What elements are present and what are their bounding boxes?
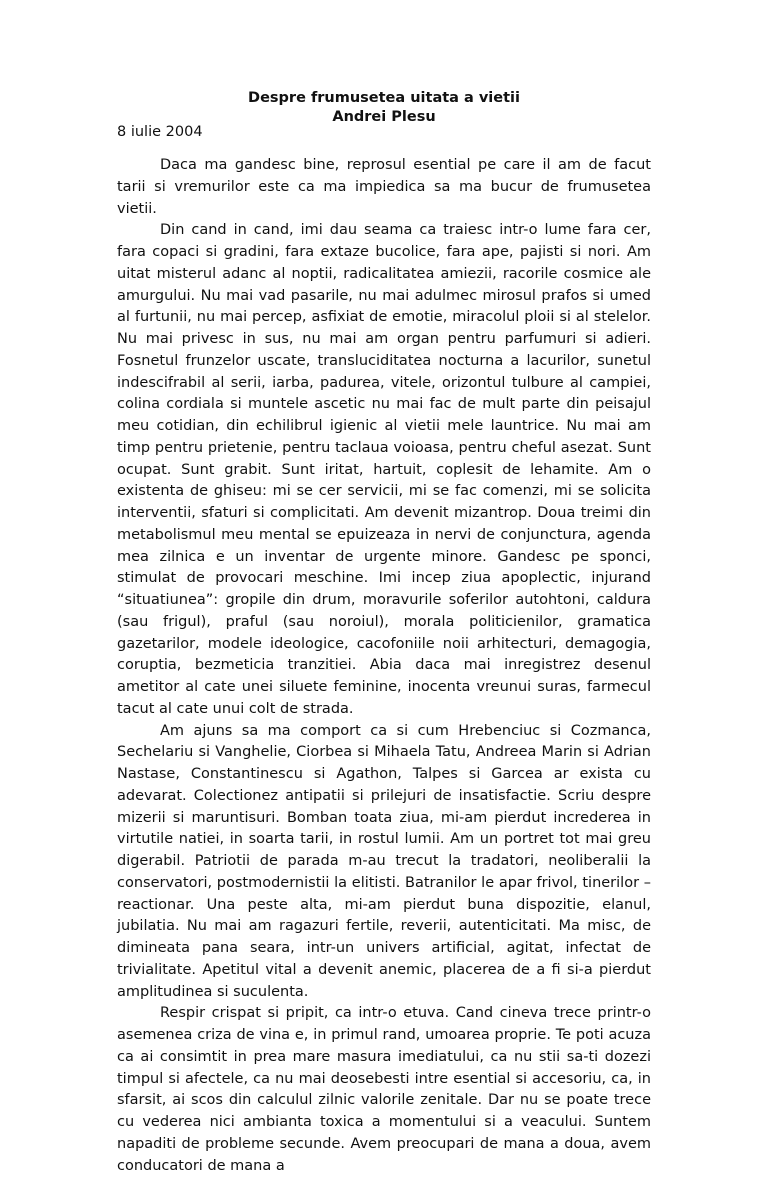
document-author: Andrei Plesu [332, 109, 436, 125]
document-date: 8 iulie 2004 [117, 124, 203, 140]
paragraph: Am ajuns sa ma comport ca si cum Hrebenciuc si Cozmanca, Sechelariu si Vanghelie, Ciorbea si Mihaela Tatu, Andreea Marin si Adrian Nastase, Constantinescu si Agathon, Talpes si Garcea ar exista cu adevarat. Colectionez antipatii si prilejuri de insatisfactie. Scriu despre mizerii si maruntisuri. Bomban toata ziua, mi-am pierdut increderea in virtutile natiei, in soarta tarii, in rostul lumii. Am un portret tot mai greu digerabil. Patriotii de parada m-au trecut la tradatori, neoliberalii la conservatori, postmodernistii la elitisti. Batranilor le apar frivol, tinerilor – reactionar. Una peste alta, mi-am pierdut buna dispozitie, elanul, jubilatia. Nu mai am ragazuri fertile, reverii, autenticitati. Ma misc, de dimineata pana seara, intr-un univers artificial, agitat, infectat de trivialitate. Apetitul vital a devenit anemic, placerea de a fi si-a pierdut amplitudinea si suculenta. [117, 722, 651, 1000]
paragraph: Daca ma gandesc bine, reprosul esential pe care il am de facut tarii si vremurilor este ca ma impiedica sa ma bucur de frumusetea vietii. [117, 157, 651, 217]
paragraph: Respir crispat si pripit, ca intr-o etuva. Cand cineva trece printr-o asemenea criza de vina e, in primul rand, umoarea proprie. Te poti acuza ca ai consimtit in prea mare masura imediatului, ca nu stii sa-ti dozezi timpul si afectele, ca nu mai deosebesti intre esential si accesoriu, ca, in sfarsit, ai scos din calculul zilnic valorile zenitale. Dar nu se poate trece cu vederea nici ambianta toxica a momentului si a veacului. Suntem napaditi de probleme secunde. Avem preocupari de mana a doua, avem conducatori de mana a [117, 1005, 651, 1174]
title-block [0, 89, 768, 127]
document-title: Despre frumusetea uitata a vietii [248, 90, 520, 106]
paragraph: Din cand in cand, imi dau seama ca traiesc intr-o lume fara cer, fara copaci si gradini, fara extaze bucolice, fara ape, pajisti si nori. Am uitat misterul adanc al noptii, radicalitatea amiezii, racorile cosmice ale amurgului. Nu mai vad pasarile, nu mai adulmec mirosul prafos si umed al furtunii, nu mai percep, asfixiat de emotie, miracolul ploii si al stelelor. Nu mai privesc in sus, nu mai am organ pentru parfumuri si adieri. Fosnetul frunzelor uscate, transluciditatea nocturna a lacurilor, sunetul indescifrabil al serii, iarba, padurea, vitele, orizontul tulbure al campiei, colina cordiala si muntele ascetic nu mai fac de mult parte din peisajul meu cotidian, din echilibrul igienic al vietii mele launtrice. Nu mai am timp pentru prietenie, pentru taclaua voioasa, pentru cheful asezat. Sunt ocupat. Sunt grabit. Sunt iritat, hartuit, coplesit de lehamite. Am o existenta de ghiseu: mi se cer servicii, mi se fac comenzi, mi se solicita interventii, sfaturi si complicitati. Am devenit mizantrop. Doua treimi din metabolismul meu mental se epuizeaza in nervi de conjunctura, agenda mea zilnica e un inventar de urgente minore. Gandesc pe sponci, stimulat de provocari meschine. Imi incep ziua apoplectic, injurand “situatiunea”: gropile din drum, moravurile soferilor autohtoni, caldura (sau frigul), praful (sau noroiul), morala politicienilor, gramatica gazetarilor, modele ideologice, cacofoniile noii arhitecturi, demagogia, coruptia, bezmeticia tranzitiei. Abia daca mai inregistrez desenul ametitor al cate unei siluete feminine, inocenta vreunui suras, farmecul tacut al cate unui colt de strada. [117, 222, 651, 717]
